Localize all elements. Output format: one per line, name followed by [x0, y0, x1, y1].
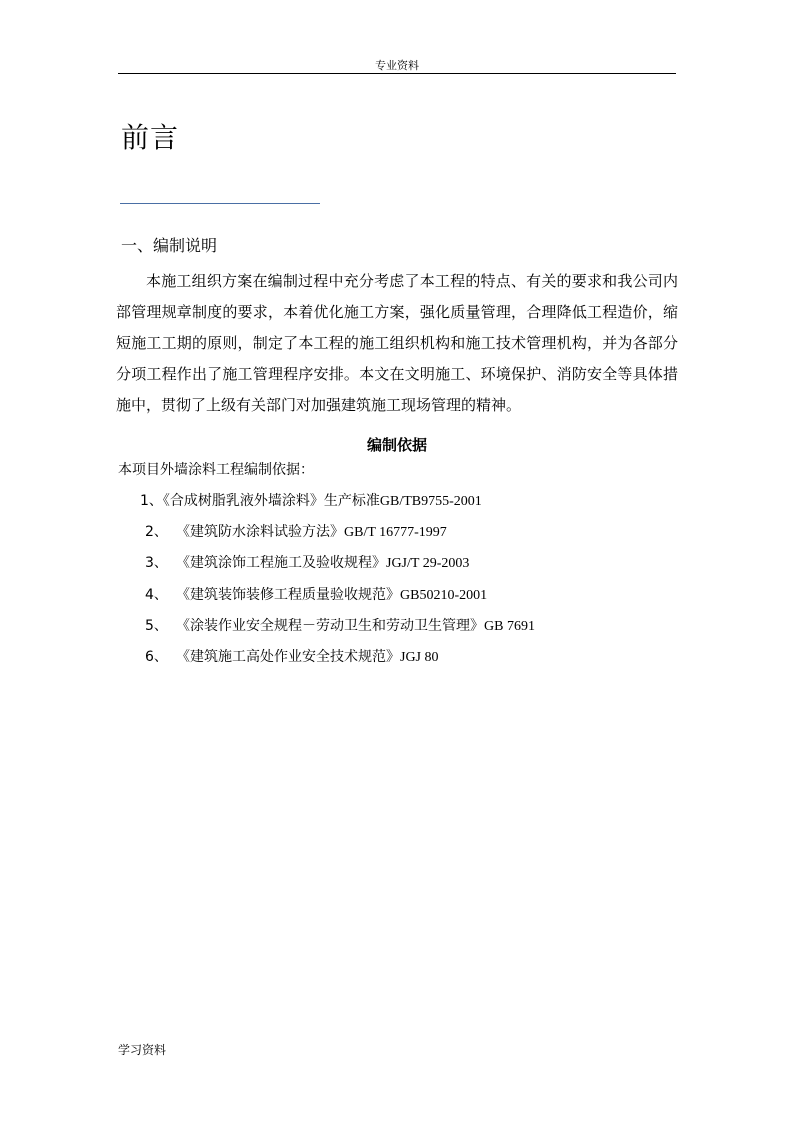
reference-number: 5、 — [145, 618, 168, 634]
reference-title: 《建筑防水涂料试验方法》 — [176, 524, 344, 540]
reference-title: 《建筑涂饰工程施工及验收规程》 — [176, 555, 386, 571]
reference-item-6 — [145, 646, 439, 669]
reference-code: GB50210-2001 — [400, 588, 488, 603]
reference-code: GB 7691 — [484, 619, 535, 634]
reference-number: 3、 — [145, 555, 168, 571]
reference-item-2 — [145, 521, 447, 544]
page-header: 专业资料 — [375, 59, 419, 72]
reference-code: GB/T 16777-1997 — [344, 525, 447, 540]
reference-item-3 — [145, 552, 469, 575]
reference-item-4 — [145, 584, 487, 607]
reference-number: 2、 — [145, 524, 168, 540]
title-underline — [120, 203, 320, 204]
reference-title: 《涂装作业安全规程－劳动卫生和劳动卫生管理》 — [176, 618, 484, 634]
reference-title: 《合成树脂乳液外墙涂料》生产标准 — [162, 493, 380, 509]
compilation-notes-paragraph: 本施工组织方案在编制过程中充分考虑了本工程的特点、有关的要求和我公司内部管理规章制度的要求，本着优化施工方案，强化质量管理，合理降低工程造价，缩短施工工期的原则，制定了本工程的施工组织机构和施工技术管理机构，并为各部分分项工程作出了施工管理程序安排。本文在文明施工、环境保护、消防安全等具体措施中，贯彻了上级有关部门对加强建筑施工现场管理的精神。 — [116, 272, 678, 414]
reference-title: 《建筑施工高处作业安全技术规范》 — [176, 649, 400, 665]
reference-code: GB/TB9755-2001 — [379, 494, 482, 509]
section-heading-compilation-notes: 一、编制说明 — [121, 236, 218, 255]
header-divider — [118, 73, 676, 74]
reference-title: 《建筑装饰装修工程质量验收规范》 — [176, 587, 400, 603]
reference-number: 6、 — [145, 649, 168, 665]
reference-item-5 — [145, 615, 535, 638]
basis-intro: 本项目外墙涂料工程编制依据： — [118, 462, 314, 478]
page-footer: 学习资料 — [118, 1043, 167, 1057]
basis-heading: 编制依据 — [366, 436, 427, 454]
reference-code: JGJ/T 29-2003 — [386, 556, 470, 571]
reference-number: 4、 — [145, 587, 168, 603]
reference-item-1 — [140, 490, 482, 513]
reference-code: JGJ 80 — [400, 650, 439, 665]
page-title: 前言 — [121, 121, 180, 154]
reference-number: 1、 — [140, 493, 163, 509]
